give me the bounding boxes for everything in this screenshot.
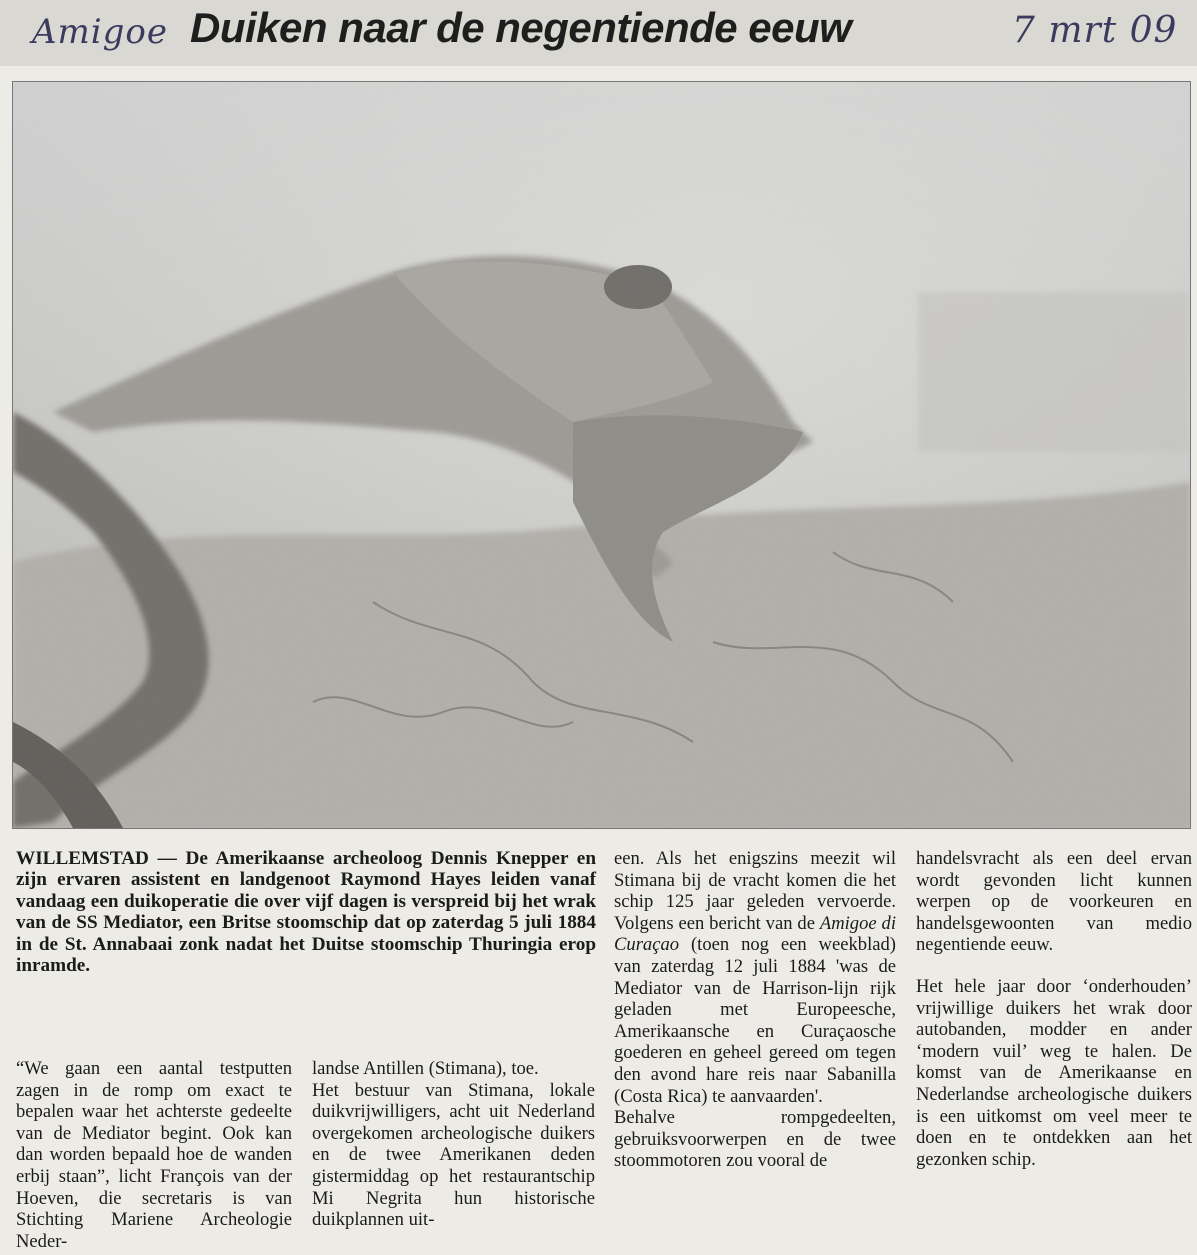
column-4-paragraph-1: handelsvracht als een deel ervan wordt gevonden licht kunnen werpen op de voorkeuren en handelsgewoonten van medio negentiende eeuw. — [916, 848, 1192, 956]
article-column-4 — [916, 848, 1192, 1170]
date-handwritten: 7 mrt 09 — [1012, 10, 1178, 51]
column-3-paragraph-2: Behalve rompgedeelten, gebruiksvoorwerpen en de twee stoommotoren zou vooral de — [614, 1107, 896, 1172]
column-3-paragraph-1 — [614, 848, 896, 1107]
column-3-text-b: (toen nog een weekblad) van zaterdag 12 juli 1884 'was de Mediator van de Harrison-lijn rijk geladen met Europeesche, Amerikaansche en Curaçaosche goederen en geheel gereed om tegen den avond hare reis naar Sabanilla (Costa Rica) te aanvaarden'. — [614, 934, 896, 1107]
column-3-text-a: een. Als het enigszins meezit wil Stimana bij de vracht komen die het schip 125 jaar geleden vervoerde. Volgens een bericht van de — [614, 848, 896, 934]
column-2-paragraph-2: Het bestuur van Stimana, lokale duikvrijwilligers, acht uit Nederland overgekomen archeologische duikers en de twee Amerikanen deden gistermiddag op het restaurantschip Mi Negrita hun historische duikplannen uit- — [312, 1079, 595, 1231]
column-4-paragraph-2: Het hele jaar door ‘onderhouden’ vrijwillige duikers het wrak door autobanden, modder en ander ‘modern vuil’ weg te halen. De komst van de Amerikaanse en Nederlandse archeologische duikers is een uitkomst om veel meer te doen en te ontdekken aan het gezonken schip. — [916, 975, 1192, 1170]
wreck-photo — [12, 81, 1191, 829]
column-3-newspaper-title: Amigoe di Curaçao — [614, 912, 896, 956]
newspaper-name-handwritten: Amigoe — [32, 12, 169, 52]
headline: Duiken naar de negentiende eeuw — [190, 4, 852, 51]
column-2-paragraph-1: landse Antillen (Stimana), toe. — [312, 1058, 539, 1079]
article-lead: WILLEMSTAD — De Amerikaanse archeoloog Dennis Knepper en zijn ervaren assistent en landgenoot Raymond Hayes leiden vanaf vandaag een duikoperatie die over vijf dagen is verspreid bij het wrak van de SS Mediator, een Britse stoomschip dat op zaterdag 5 juli 1884 in de St. Annabaai zonk nadat het Duitse stoomschip Thuringia erop inramde. — [16, 848, 596, 977]
article-column-1 — [16, 1058, 292, 1252]
column-1-text: “We gaan een aantal testputten zagen in de romp om exact te bepalen waar het achterste gedeelte van de Mediator begint. Ook kan dan worden bepaald hoe de wanden erbij staan”, licht François van der Hoeven, die secretaris is van Stichting Mariene Archeologie Neder- — [16, 1058, 292, 1252]
article-column-3 — [614, 848, 896, 1172]
wreck-photo-illustration — [13, 82, 1190, 828]
article-column-2 — [312, 1058, 595, 1231]
